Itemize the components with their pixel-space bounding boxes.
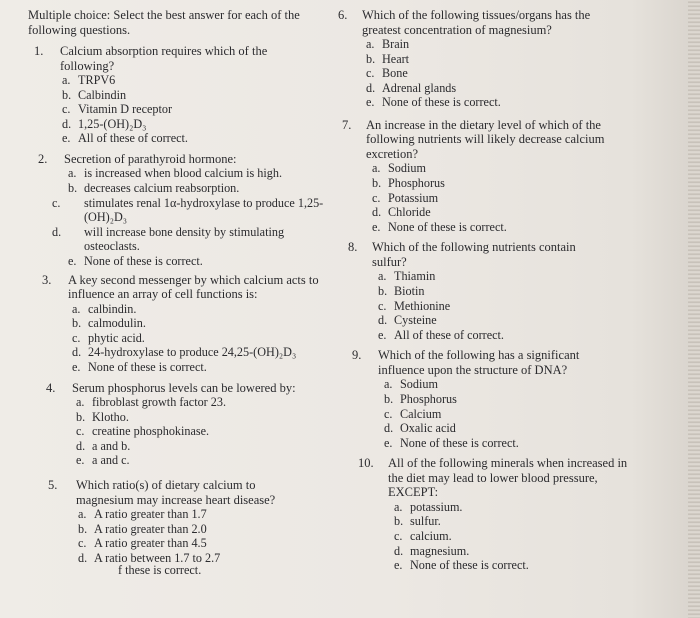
- option[interactable]: a. calbindin.: [72, 301, 137, 316]
- option[interactable]: d. A ratio between 1.7 to 2.7: [78, 550, 221, 565]
- question-5: [48, 478, 338, 578]
- option[interactable]: b. calmodulin.: [72, 316, 146, 331]
- option[interactable]: c. phytic acid.: [72, 330, 145, 345]
- option[interactable]: d. will increase bone density by stimulating osteoclasts.: [52, 224, 285, 254]
- option[interactable]: e. None of these is correct.: [372, 219, 507, 234]
- option[interactable]: d. 24-hydroxylase to produce 24,25-(OH)₂D₃: [72, 345, 297, 360]
- question-number: 1.: [34, 44, 44, 58]
- question-text: Which of the following nutrients contain sulfur?: [372, 240, 576, 269]
- question-number: 7.: [342, 117, 352, 132]
- question-number: 5.: [48, 478, 58, 493]
- question-3: [42, 273, 338, 375]
- option[interactable]: a. Thiamin: [378, 269, 436, 284]
- question-text: Serum phosphorus levels can be lowered by:: [72, 380, 296, 395]
- option[interactable]: b. A ratio greater than 2.0: [78, 521, 207, 536]
- option[interactable]: b. Phosphorus: [384, 392, 457, 406]
- question-text: Which of the following tissues/organs has the greatest concentration of magnesium?: [362, 8, 591, 37]
- option[interactable]: e. a and c.: [76, 453, 130, 468]
- question-number: 6.: [338, 8, 348, 22]
- question-number: 9.: [352, 348, 362, 363]
- option[interactable]: d. Oxalic acid: [384, 421, 456, 436]
- question-text: A key second messenger by which calcium acts to influence an array of cell functions is:: [68, 272, 319, 302]
- question-text: An increase in the dietary level of which of the following nutrients will likely decrease calcium excretion?: [366, 117, 605, 161]
- option[interactable]: e. All of these of correct.: [62, 131, 188, 146]
- option[interactable]: b. decreases calcium reabsorption.: [68, 181, 240, 196]
- question-1: [34, 44, 338, 146]
- option[interactable]: c. Calcium: [384, 406, 442, 421]
- left-column: [28, 8, 338, 578]
- option[interactable]: b. Klotho.: [76, 409, 129, 424]
- option[interactable]: f these is correct.: [118, 563, 202, 578]
- option[interactable]: b. sulfur.: [394, 514, 441, 529]
- option[interactable]: a. Brain: [366, 37, 410, 51]
- option[interactable]: d. a and b.: [76, 438, 131, 453]
- question-4: [46, 381, 338, 468]
- option[interactable]: c. Vitamin D receptor: [62, 102, 173, 117]
- option[interactable]: a. fibroblast growth factor 23.: [76, 395, 227, 410]
- option[interactable]: e. None of these is correct.: [72, 360, 207, 374]
- option[interactable]: c. Potassium: [372, 190, 439, 205]
- question-6: [338, 8, 668, 110]
- option[interactable]: a. A ratio greater than 1.7: [78, 507, 207, 522]
- option[interactable]: a. TRPV6: [62, 73, 116, 87]
- option[interactable]: c. Bone: [366, 66, 408, 81]
- option[interactable]: c. Methionine: [378, 298, 451, 313]
- question-number: 3.: [42, 272, 52, 287]
- instructions: Multiple choice: Select the best answer for each of the following questions.: [28, 8, 300, 37]
- option[interactable]: d. Adrenal glands: [366, 80, 457, 95]
- option[interactable]: e. All of these of correct.: [378, 327, 504, 342]
- option[interactable]: b. Calbindin: [62, 87, 127, 102]
- option[interactable]: b. Biotin: [378, 284, 425, 299]
- option[interactable]: a. is increased when blood calcium is high.: [68, 166, 282, 181]
- question-2: [38, 152, 338, 269]
- question-text: Calcium absorption requires which of the following?: [60, 44, 268, 73]
- question-text: All of the following minerals when increased in the diet may lead to lower blood pressure, EXCEPT:: [388, 456, 628, 500]
- option[interactable]: e. None of these is correct.: [366, 95, 501, 110]
- page-edge: [688, 0, 700, 618]
- question-number: 8.: [348, 240, 358, 255]
- question-7: [342, 118, 668, 234]
- question-number: 10.: [358, 456, 374, 471]
- option[interactable]: c. A ratio greater than 4.5: [78, 536, 207, 551]
- question-10: [358, 456, 668, 572]
- option[interactable]: b. Phosphorus: [372, 176, 445, 191]
- question-text: Which of the following has a significant influence upon the structure of DNA?: [378, 348, 580, 377]
- question-9: [352, 348, 668, 450]
- option[interactable]: c. creatine phosphokinase.: [76, 424, 210, 439]
- right-column: [338, 8, 668, 573]
- option[interactable]: c. calcium.: [394, 529, 452, 544]
- option[interactable]: a. Sodium: [384, 377, 438, 392]
- option[interactable]: d. Chloride: [372, 205, 431, 220]
- question-8: [348, 240, 668, 342]
- option[interactable]: c. stimulates renal 1α-hydroxylase to produce 1,25-(OH)₂D₃: [52, 195, 324, 225]
- question-text: Which ratio(s) of dietary calcium to magnesium may increase heart disease?: [76, 478, 276, 507]
- option[interactable]: b. Heart: [366, 51, 410, 66]
- option[interactable]: d. Cysteine: [378, 313, 437, 328]
- question-text: Secretion of parathyroid hormone:: [64, 151, 237, 166]
- option[interactable]: e. None of these is correct.: [68, 254, 203, 269]
- option[interactable]: a. potassium.: [394, 499, 463, 514]
- option[interactable]: e. None of these is correct.: [384, 435, 519, 450]
- option[interactable]: e. None of these is correct.: [394, 558, 529, 573]
- option[interactable]: a. Sodium: [372, 161, 426, 176]
- question-number: 4.: [46, 380, 56, 395]
- option[interactable]: d. 1,25-(OH)₂D₃: [62, 116, 147, 131]
- question-number: 2.: [38, 151, 48, 166]
- option[interactable]: d. magnesium.: [394, 543, 470, 558]
